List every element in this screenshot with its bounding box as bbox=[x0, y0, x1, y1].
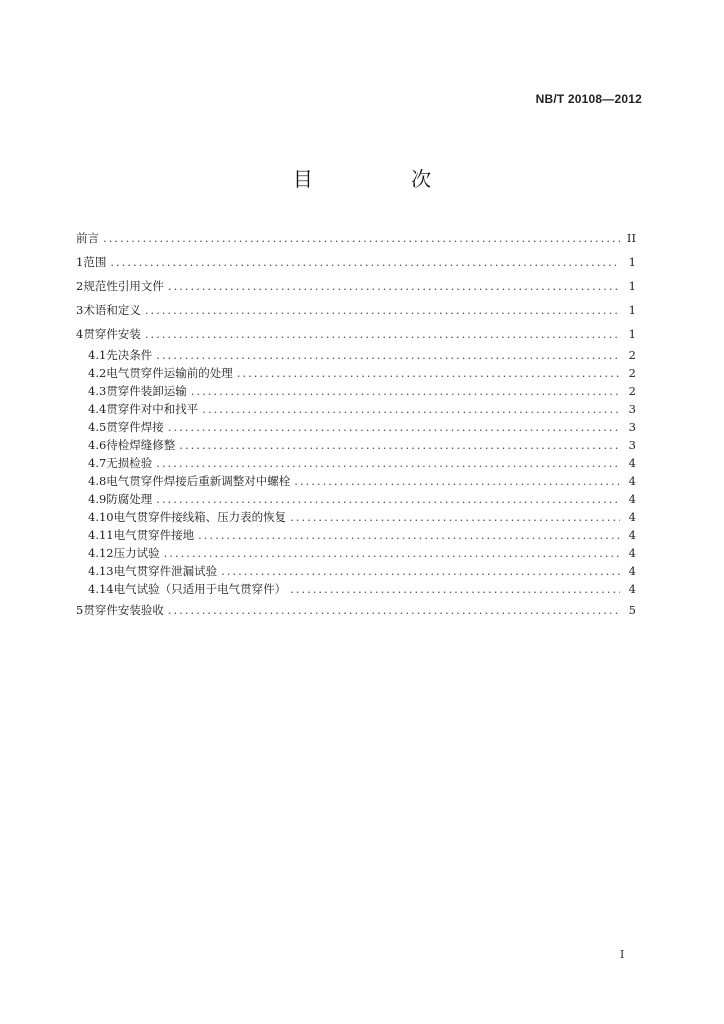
toc-leader-dots bbox=[290, 508, 620, 526]
toc-entry-label: 规范性引用文件 bbox=[83, 279, 164, 293]
toc-entry-label: 贯穿件对中和找平 bbox=[106, 402, 199, 416]
toc-entry-number: 4.6 bbox=[88, 438, 107, 452]
toc-entry-page: 1 bbox=[628, 255, 636, 269]
toc-entry-page: 4 bbox=[628, 474, 636, 488]
toc-entry[interactable] bbox=[76, 436, 636, 454]
toc-entry-page: 4 bbox=[628, 528, 636, 542]
toc-entry-label: 压力试验 bbox=[113, 546, 160, 560]
toc-entry-label: 电气贯穿件泄漏试验 bbox=[113, 564, 218, 578]
toc-entry[interactable] bbox=[76, 226, 636, 250]
toc-entry-number: 4.2 bbox=[88, 366, 107, 380]
toc-entry-page: 4 bbox=[628, 510, 636, 524]
toc-entry-label: 贯穿件安装验收 bbox=[83, 603, 164, 617]
toc-leader-dots bbox=[103, 226, 620, 250]
toc-leader-dots bbox=[290, 580, 620, 598]
toc-leader-dots bbox=[179, 436, 620, 454]
toc-entry-number: 4.4 bbox=[88, 402, 107, 416]
toc-leader-dots bbox=[168, 598, 620, 622]
toc-entry-number: 1 bbox=[76, 255, 84, 269]
toc-leader-dots bbox=[156, 490, 620, 508]
toc-entry[interactable] bbox=[76, 298, 636, 322]
toc-entry-page: 3 bbox=[628, 402, 636, 416]
page-title: 目 次 bbox=[292, 167, 478, 191]
page-number: I bbox=[620, 948, 625, 961]
toc-entry[interactable] bbox=[76, 364, 636, 382]
standard-code: NB/T 20108—2012 bbox=[535, 92, 642, 106]
toc-entry-label: 贯穿件装卸运输 bbox=[106, 384, 187, 398]
toc-entry-page: 3 bbox=[628, 438, 636, 452]
toc-entry-page: 5 bbox=[628, 603, 636, 617]
toc-entry-number: 4.11 bbox=[88, 528, 114, 542]
toc-leader-dots bbox=[164, 544, 620, 562]
toc-entry[interactable] bbox=[76, 580, 636, 598]
toc-entry-page: 4 bbox=[628, 546, 636, 560]
toc-entry-page: 4 bbox=[628, 582, 636, 596]
toc-entry[interactable] bbox=[76, 598, 636, 622]
toc-entry-number: 4.13 bbox=[88, 564, 114, 578]
toc-entry-number: 4.14 bbox=[88, 582, 114, 596]
toc-leader-dots bbox=[168, 418, 620, 436]
toc-entry-number: 4.7 bbox=[88, 456, 107, 470]
toc-entry[interactable] bbox=[76, 562, 636, 580]
toc-leader-dots bbox=[221, 562, 620, 580]
toc-entry-page: 1 bbox=[628, 303, 636, 317]
toc-entry-page: 2 bbox=[628, 366, 636, 380]
toc-leader-dots bbox=[202, 400, 620, 418]
toc-entry[interactable] bbox=[76, 382, 636, 400]
toc-entry-number: 4.5 bbox=[88, 420, 107, 434]
toc-entry-label: 电气试验（只适用于电气贯穿件） bbox=[113, 582, 287, 596]
toc-entry[interactable] bbox=[76, 346, 636, 364]
toc-entry[interactable] bbox=[76, 454, 636, 472]
toc-entry[interactable] bbox=[76, 490, 636, 508]
toc-leader-dots bbox=[198, 526, 620, 544]
toc-entry-label: 无损检验 bbox=[106, 456, 153, 470]
toc-entry-number: 4.3 bbox=[88, 384, 107, 398]
toc-entry-page: 4 bbox=[628, 492, 636, 506]
toc-entry-number: 4.10 bbox=[88, 510, 114, 524]
toc-entry-label: 电气贯穿件接地 bbox=[113, 528, 195, 542]
toc-leader-dots bbox=[191, 382, 620, 400]
toc-entry-page: 2 bbox=[628, 384, 636, 398]
toc-entry-label: 术语和定义 bbox=[83, 303, 141, 317]
toc-entry-page: 1 bbox=[628, 327, 636, 341]
toc-leader-dots bbox=[156, 454, 620, 472]
toc-leader-dots bbox=[294, 472, 620, 490]
toc-entry-label: 先决条件 bbox=[106, 348, 153, 362]
toc-entry-label: 电气贯穿件焊接后重新调整对中螺栓 bbox=[106, 474, 291, 488]
toc-entry-label: 电气贯穿件接线箱、压力表的恢复 bbox=[113, 510, 287, 524]
toc-entry-page: 4 bbox=[628, 564, 636, 578]
toc-leader-dots bbox=[237, 364, 620, 382]
toc-entry-number: 4.1 bbox=[88, 348, 107, 362]
toc-leader-dots bbox=[110, 250, 620, 274]
toc-entry[interactable] bbox=[76, 544, 636, 562]
toc-entry-page: II bbox=[626, 231, 636, 245]
toc-entry-number: 4.8 bbox=[88, 474, 107, 488]
toc-entry-number: 4.9 bbox=[88, 492, 107, 506]
toc-entry[interactable] bbox=[76, 322, 636, 346]
toc-entry-number: 3 bbox=[76, 303, 84, 317]
toc-entry[interactable] bbox=[76, 508, 636, 526]
toc-entry-label: 贯穿件安装 bbox=[83, 327, 141, 341]
toc-entry[interactable] bbox=[76, 400, 636, 418]
toc-entry-label: 待检焊缝修整 bbox=[106, 438, 176, 452]
table-of-contents bbox=[76, 226, 636, 622]
toc-entry[interactable] bbox=[76, 526, 636, 544]
toc-leader-dots bbox=[168, 274, 620, 298]
toc-entry-page: 1 bbox=[628, 279, 636, 293]
toc-entry[interactable] bbox=[76, 274, 636, 298]
toc-entry-number: 4 bbox=[76, 327, 84, 341]
toc-entry-number: 2 bbox=[76, 279, 84, 293]
toc-entry-label: 范围 bbox=[83, 255, 107, 269]
toc-entry[interactable] bbox=[76, 472, 636, 490]
toc-entry-number: 5 bbox=[76, 603, 84, 617]
toc-entry[interactable] bbox=[76, 250, 636, 274]
toc-entry-page: 4 bbox=[628, 456, 636, 470]
toc-entry-page: 3 bbox=[628, 420, 636, 434]
toc-entry[interactable] bbox=[76, 418, 636, 436]
toc-leader-dots bbox=[145, 322, 620, 346]
toc-leader-dots bbox=[156, 346, 620, 364]
toc-entry-number: 4.12 bbox=[88, 546, 114, 560]
toc-entry-label: 贯穿件焊接 bbox=[106, 420, 164, 434]
toc-leader-dots bbox=[145, 298, 620, 322]
toc-entry-label: 前言 bbox=[76, 231, 99, 245]
toc-entry-page: 2 bbox=[628, 348, 636, 362]
toc-entry-label: 电气贯穿件运输前的处理 bbox=[106, 366, 233, 380]
toc-entry-label: 防腐处理 bbox=[106, 492, 153, 506]
